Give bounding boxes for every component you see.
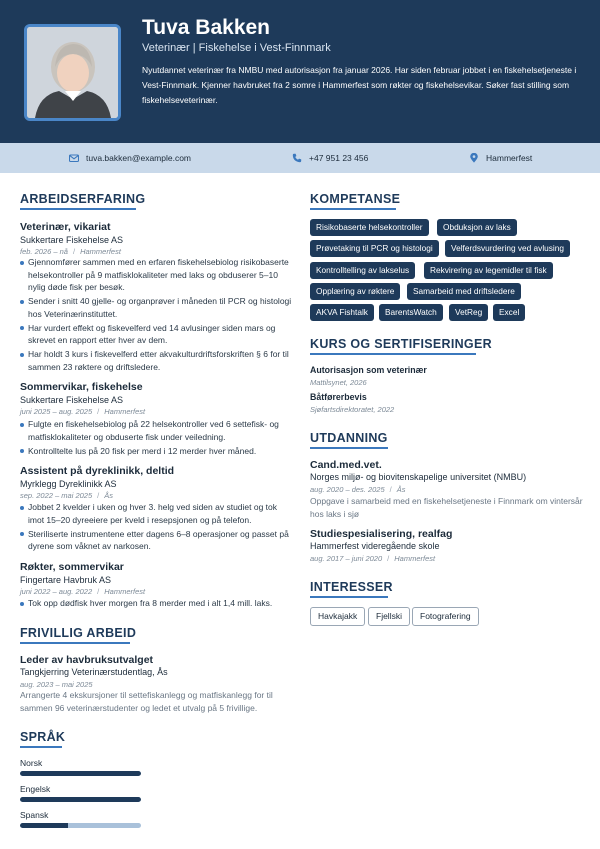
volunteer-rule xyxy=(20,642,130,644)
skill-chip: AKVA Fishtalk xyxy=(310,304,374,321)
education-heading: UTDANNING xyxy=(310,431,388,445)
mail-icon xyxy=(69,153,79,163)
summary: Nyutdannet veterinær fra NMBU med autorisasjon fra januar 2026. Har siden februar jobbet i en fiskehelsetjeneste i Vest-Finnmark. Kjenner havbruket fra 2 somre i Hammerfest som røkter og fiskehelsevikar. Søker fast stilling som fiskehelseveterinær. xyxy=(142,65,577,105)
education-dates: aug. 2020 – des. 2025 xyxy=(310,485,385,494)
job-bullets xyxy=(20,256,292,375)
languages-heading: SPRÅK xyxy=(20,730,66,744)
job-bullets xyxy=(20,597,292,611)
job-bullets xyxy=(20,418,292,459)
contact-bar xyxy=(0,143,600,173)
job-meta: feb. 2026 – nå / Hammerfest xyxy=(20,247,121,256)
interests-heading: INTERESSER xyxy=(310,580,393,594)
volunteer-org: Tangkjerring Veterinærstudentlag, Ås xyxy=(20,667,168,677)
interests-rule xyxy=(310,596,388,598)
certs-rule xyxy=(310,353,476,355)
skill-chip: Obduksjon av laks xyxy=(437,219,517,236)
skill-chip: Velferdsvurdering ved avlusing xyxy=(445,240,570,257)
education-rule xyxy=(310,447,388,449)
skill-chip: Prøvetaking til PCR og histologi xyxy=(310,240,439,257)
job-dates: feb. 2026 – nå xyxy=(20,247,68,256)
skill-chip: VetReg xyxy=(449,304,488,321)
skills-rule xyxy=(310,208,396,210)
job-location: Hammerfest xyxy=(104,407,146,416)
skill-chip: BarentsWatch xyxy=(379,304,443,321)
job-location: Hammerfest xyxy=(104,587,146,596)
education-desc: Oppgave i samarbeid med en fiskehelsetjeneste i Finnmark om vintersår hos laks i sjø xyxy=(310,496,583,519)
language-level-bar xyxy=(20,823,141,828)
skills-heading: KOMPETANSE xyxy=(310,192,401,206)
job-location: Ås xyxy=(104,491,113,500)
education-degree: Cand.med.vet. xyxy=(310,459,382,471)
language-level-fill xyxy=(20,823,68,828)
profile-photo xyxy=(24,24,121,121)
language-level-fill xyxy=(20,771,141,776)
location-pin-icon xyxy=(469,153,479,163)
job-bullet: Kontrolltelte lus på 20 fisk per merd i 12 merder hver måned. xyxy=(20,445,292,458)
volunteer-heading: FRIVILLIG ARBEID xyxy=(20,626,137,640)
volunteer-desc: Arrangerte 4 ekskursjoner til settefiskanlegg og matfiskanlegg for til sammen 96 veterinærstudenter og ledet et utvalg på 5 frivillige. xyxy=(20,690,273,713)
interest-tag: Fotografering xyxy=(412,607,479,626)
education-location: Hammerfest xyxy=(394,554,436,563)
education-meta: aug. 2020 – des. 2025 / Ås xyxy=(310,485,406,494)
job-company: Sukkertare Fiskehelse AS xyxy=(20,395,124,405)
job-bullet: Har holdt 3 kurs i fiskevelferd etter akvakulturdriftsforskriften § 6 for til sammen 23 røktere og driftsledere. xyxy=(20,348,292,373)
job-location: Hammerfest xyxy=(80,247,121,256)
language-level-bar xyxy=(20,771,141,776)
job-company: Fingertare Havbruk AS xyxy=(20,575,112,585)
education-degree: Studiespesialisering, realfag xyxy=(310,528,453,540)
certs-heading: KURS OG SERTIFISERINGER xyxy=(310,337,492,351)
headline: Veterinær | Fiskehelse i Vest-Finnmark xyxy=(142,42,331,54)
experience-heading: ARBEIDSERFARING xyxy=(20,192,146,206)
job-bullet: Jobbet 2 kvelder i uken og hver 3. helg ved siden av studiet og tok imot 15–20 dyreeiere per kveld i resepsjonen og på telefon. xyxy=(20,501,292,526)
interest-tag: Fjellski xyxy=(368,607,410,626)
language-level-fill xyxy=(20,797,141,802)
languages-rule xyxy=(20,746,62,748)
job-title: Røkter, sommervikar xyxy=(20,561,124,573)
education-school: Norges miljø- og biovitenskapelige universitet (NMBU) xyxy=(310,472,527,482)
phone-icon xyxy=(292,153,302,163)
skill-chip: Samarbeid med driftsledere xyxy=(407,283,521,300)
contact-email[interactable] xyxy=(69,143,191,173)
volunteer-dates: aug. 2023 – mai 2025 xyxy=(20,680,93,689)
person-name: Tuva Bakken xyxy=(142,16,270,39)
skill-chip: Excel xyxy=(493,304,525,321)
cert-title: Autorisasjon som veterinær xyxy=(310,365,427,375)
job-company: Myrklegg Dyreklinikk AS xyxy=(20,479,117,489)
skill-chip: Rekvirering av legemidler til fisk xyxy=(424,262,553,279)
job-company: Sukkertare Fiskehelse AS xyxy=(20,235,124,245)
job-bullet: Gjennomfører sammen med en erfaren fiskehelsebiolog risikobaserte helsekontroller på 9 matfisklokaliteter med laks og obduserer 5–10 nylig døde fisk per besøk. xyxy=(20,256,292,294)
header xyxy=(0,0,600,143)
job-dates: juni 2025 – aug. 2025 xyxy=(20,407,93,416)
job-meta: juni 2025 – aug. 2025 / Hammerfest xyxy=(20,407,146,416)
job-meta: sep. 2022 – mai 2025 / Ås xyxy=(20,491,113,500)
language-name: Norsk xyxy=(20,758,43,768)
job-bullet: Har vurdert effekt og fiskevelferd ved 14 avlusinger siden mars og skrevet en rapport etter hver av dem. xyxy=(20,322,292,347)
job-dates: juni 2022 – aug. 2022 xyxy=(20,587,93,596)
contact-phone-text: +47 951 23 456 xyxy=(309,153,369,163)
job-bullet: Fulgte en fiskehelsebiolog på 22 helsekontroller ved 6 settefisk- og matfisklokaliteter og obduserte fisk under veiledning. xyxy=(20,418,292,443)
language-name: Spansk xyxy=(20,810,49,820)
job-bullet: Sender i snitt 40 gjelle- og organprøver i måneden til PCR og histologi hos Veterinærinstituttet. xyxy=(20,295,292,320)
language-name: Engelsk xyxy=(20,784,51,794)
job-bullets xyxy=(20,501,292,554)
cert-meta: Mattilsynet, 2026 xyxy=(310,378,367,387)
skill-chip: Risikobaserte helsekontroller xyxy=(310,219,429,236)
contact-email-text: tuva.bakken@example.com xyxy=(86,153,192,163)
contact-phone[interactable] xyxy=(292,143,368,173)
job-title: Sommervikar, fiskehelse xyxy=(20,381,143,393)
skill-chip: Kontrolltelling av lakselus xyxy=(310,262,415,279)
job-title: Assistent på dyreklinikk, deltid xyxy=(20,465,175,477)
interest-tag: Havkajakk xyxy=(310,607,365,626)
education-school: Hammerfest videregående skole xyxy=(310,541,440,551)
language-level-bar xyxy=(20,797,141,802)
experience-rule xyxy=(20,208,136,210)
job-bullet: Tok opp dødfisk hver morgen fra 8 merder med i alt 1,4 mill. laks. xyxy=(20,597,292,610)
education-location: Ås xyxy=(396,485,406,494)
job-dates: sep. 2022 – mai 2025 xyxy=(20,491,93,500)
education-meta: aug. 2017 – juni 2020 / Hammerfest xyxy=(310,554,436,563)
cert-title: Båtførerbevis xyxy=(310,392,367,402)
education-dates: aug. 2017 – juni 2020 xyxy=(310,554,383,563)
contact-location xyxy=(469,143,532,173)
volunteer-title: Leder av havbruksutvalget xyxy=(20,654,154,666)
job-title: Veterinær, vikariat xyxy=(20,221,111,233)
job-bullet: Steriliserte instrumentene etter dagens 6–8 operasjoner og passet på dyrene som våknet av narkosen. xyxy=(20,528,292,553)
job-meta: juni 2022 – aug. 2022 / Hammerfest xyxy=(20,587,146,596)
cert-meta: Sjøfartsdirektoratet, 2022 xyxy=(310,405,395,414)
contact-location-text: Hammerfest xyxy=(486,153,533,163)
skill-chip: Opplæring av røktere xyxy=(310,283,400,300)
